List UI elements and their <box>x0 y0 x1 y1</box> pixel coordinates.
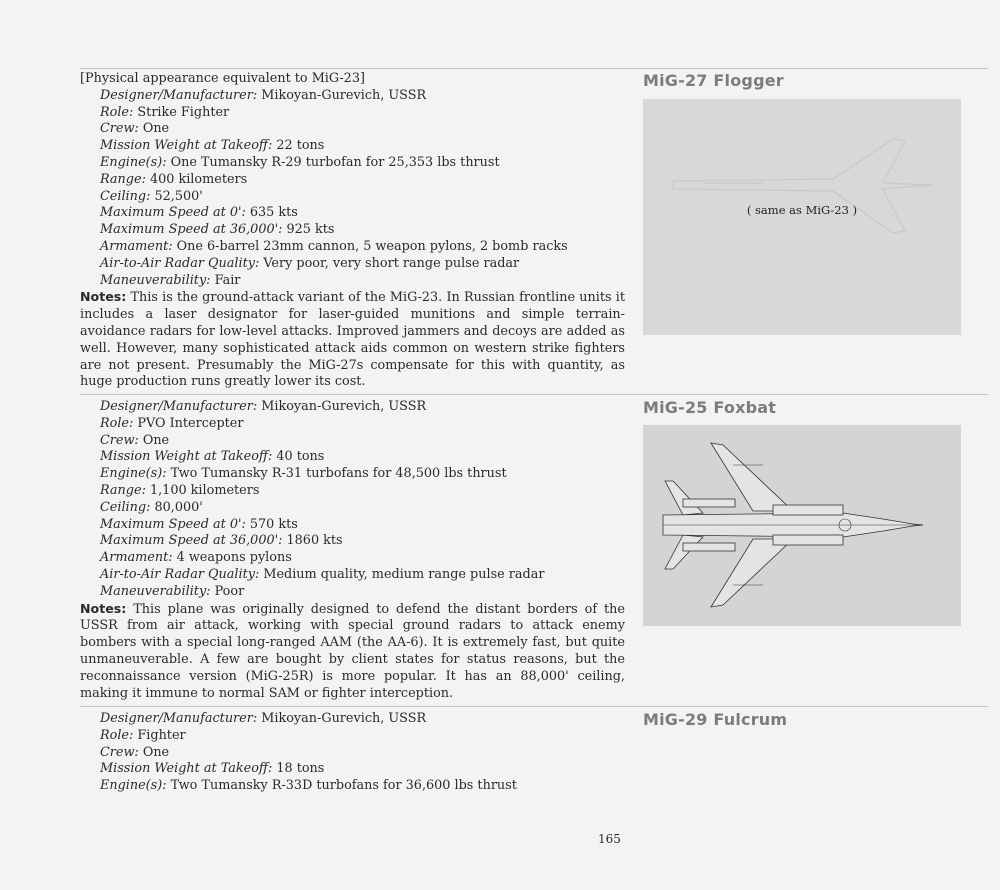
entry-notes <box>80 601 625 703</box>
spec-value: 570 kts <box>249 516 298 532</box>
spec-value: 1,100 kilometers <box>149 482 260 498</box>
spec-value: 40 tons <box>276 449 325 465</box>
aircraft-photo-placeholder <box>643 99 961 335</box>
spec-line <box>80 121 625 138</box>
spec-value: Two Tumansky R-31 turbofans for 48,500 lbs thrust <box>170 466 507 482</box>
spec-label: Maneuverability: <box>100 272 211 288</box>
page-number: 165 <box>598 832 621 846</box>
mig-25-topview-drawing <box>643 425 961 626</box>
spec-value: One Tumansky R-29 turbofan for 25,353 lbs thrust <box>170 154 500 170</box>
spec-value: Mikoyan-Gurevich, USSR <box>261 87 427 103</box>
spec-label: Maneuverability: <box>100 583 211 599</box>
spec-label: Crew: <box>100 121 139 137</box>
spec-line <box>80 399 625 416</box>
spec-label: Engine(s): <box>100 466 167 482</box>
spec-value: Very poor, very short range pulse radar <box>263 255 520 271</box>
spec-line <box>80 138 625 155</box>
image-caption: ( same as MiG-23 ) <box>746 203 858 217</box>
spec-line <box>80 483 625 500</box>
spec-label: Maximum Speed at 0': <box>100 516 246 532</box>
spec-line <box>80 778 625 795</box>
spec-line <box>80 517 625 534</box>
spec-label: Role: <box>100 104 134 120</box>
spec-value: 4 weapons pylons <box>176 550 292 566</box>
spec-line <box>80 105 625 122</box>
spec-value: Strike Fighter <box>137 104 230 120</box>
spec-label: Mission Weight at Takeoff: <box>100 138 273 154</box>
spec-line <box>80 567 625 584</box>
spec-line <box>80 189 625 206</box>
spec-line <box>80 222 625 239</box>
spec-value: 925 kts <box>286 222 335 238</box>
spec-label: Armament: <box>100 238 173 254</box>
notes-text: This plane was originally designed to defend the distant borders of the USSR from air attack, working with special ground radars to attack enemy bombers with a special long-ranged AAM (the AA-6). It is extremely fast, but quite unmaneuverable. A few are bought by client states for status reasons, but the reconnaissance version (MiG-25R) is more popular. It has an 88,000' ceiling, making it immune to normal SAM or fighter interception. <box>80 601 625 701</box>
spec-label: Crew: <box>100 744 139 760</box>
spec-line <box>80 711 625 728</box>
entry-mig-25 <box>80 399 625 702</box>
entry-title: MiG-29 Fulcrum <box>643 710 788 729</box>
spec-label: Crew: <box>100 432 139 448</box>
spec-label: Role: <box>100 727 134 743</box>
spec-value: Fighter <box>137 727 186 743</box>
aircraft-photo <box>643 425 961 626</box>
spec-line <box>80 449 625 466</box>
spec-value: Medium quality, medium range pulse radar <box>263 566 545 582</box>
notes-text: This is the ground-attack variant of the MiG-23. In Russian frontline units it includes a laser designator for laser-guided munitions and simple terrain-avoidance radars for low-level attacks. Improved jammers and decoys are added as well. However, many sophisticated attack aids common on western strike fighters are not present. Presumably the MiG-27s compensate for this with quantity, as huge production runs greatly lower its cost. <box>80 290 625 390</box>
spec-label: Engine(s): <box>100 778 167 794</box>
spec-line <box>80 761 625 778</box>
section-divider <box>80 706 988 707</box>
spec-line <box>80 416 625 433</box>
spec-line <box>80 466 625 483</box>
spec-line <box>80 500 625 517</box>
spec-label: Designer/Manufacturer: <box>100 711 258 726</box>
spec-line <box>80 256 625 273</box>
spec-value: One <box>142 744 170 760</box>
spec-value: Mikoyan-Gurevich, USSR <box>261 711 427 726</box>
spec-line <box>80 205 625 222</box>
spec-label: Maximum Speed at 36,000': <box>100 222 283 238</box>
section-divider <box>80 394 988 395</box>
spec-label: Designer/Manufacturer: <box>100 87 258 103</box>
spec-label: Range: <box>100 171 146 187</box>
spec-label: Air-to-Air Radar Quality: <box>100 566 260 582</box>
spec-label: Armament: <box>100 550 173 566</box>
spec-line <box>80 155 625 172</box>
spec-value: Poor <box>214 583 245 599</box>
spec-value: 22 tons <box>276 138 325 154</box>
spec-label: Maximum Speed at 36,000': <box>100 533 283 549</box>
spec-label: Mission Weight at Takeoff: <box>100 761 273 777</box>
spec-value: One <box>142 121 170 137</box>
spec-line <box>80 172 625 189</box>
entry-mig-29 <box>80 711 625 795</box>
spec-label: Ceiling: <box>100 188 151 204</box>
spec-value: One <box>142 432 170 448</box>
spec-value: 80,000' <box>154 499 203 515</box>
spec-label: Designer/Manufacturer: <box>100 399 258 414</box>
section-divider <box>80 68 988 69</box>
entry-preface: [Physical appearance equivalent to MiG-23] <box>80 71 365 86</box>
entry-notes <box>80 289 625 391</box>
spec-line <box>80 88 625 105</box>
spec-value: 635 kts <box>249 205 298 221</box>
spec-value: Mikoyan-Gurevich, USSR <box>261 399 427 414</box>
entry-mig-27 <box>80 71 625 391</box>
spec-line <box>80 273 625 290</box>
spec-label: Maximum Speed at 0': <box>100 205 246 221</box>
spec-value: 1860 kts <box>286 533 343 549</box>
spec-label: Range: <box>100 482 146 498</box>
spec-value: 52,500' <box>154 188 203 204</box>
spec-line <box>80 584 625 601</box>
entry-title: MiG-25 Foxbat <box>643 398 777 417</box>
spec-line <box>80 728 625 745</box>
spec-value: Two Tumansky R-33D turbofans for 36,600 lbs thrust <box>170 778 517 794</box>
notes-label: Notes: <box>80 289 127 305</box>
spec-line <box>80 550 625 567</box>
spec-label: Mission Weight at Takeoff: <box>100 449 273 465</box>
spec-line <box>80 433 625 450</box>
spec-line <box>80 745 625 762</box>
spec-label: Ceiling: <box>100 499 151 515</box>
spec-line <box>80 533 625 550</box>
spec-value: 400 kilometers <box>149 171 248 187</box>
notes-label: Notes: <box>80 600 127 616</box>
spec-label: Engine(s): <box>100 154 167 170</box>
spec-value: PVO Intercepter <box>137 415 244 431</box>
spec-value: One 6-barrel 23mm cannon, 5 weapon pylons, 2 bomb racks <box>176 238 568 254</box>
spec-value: Fair <box>214 272 241 288</box>
spec-label: Role: <box>100 415 134 431</box>
spec-line <box>80 239 625 256</box>
spec-label: Air-to-Air Radar Quality: <box>100 255 260 271</box>
faded-aircraft-image <box>643 99 961 335</box>
spec-value: 18 tons <box>276 761 325 777</box>
entry-title: MiG-27 Flogger <box>643 71 784 90</box>
